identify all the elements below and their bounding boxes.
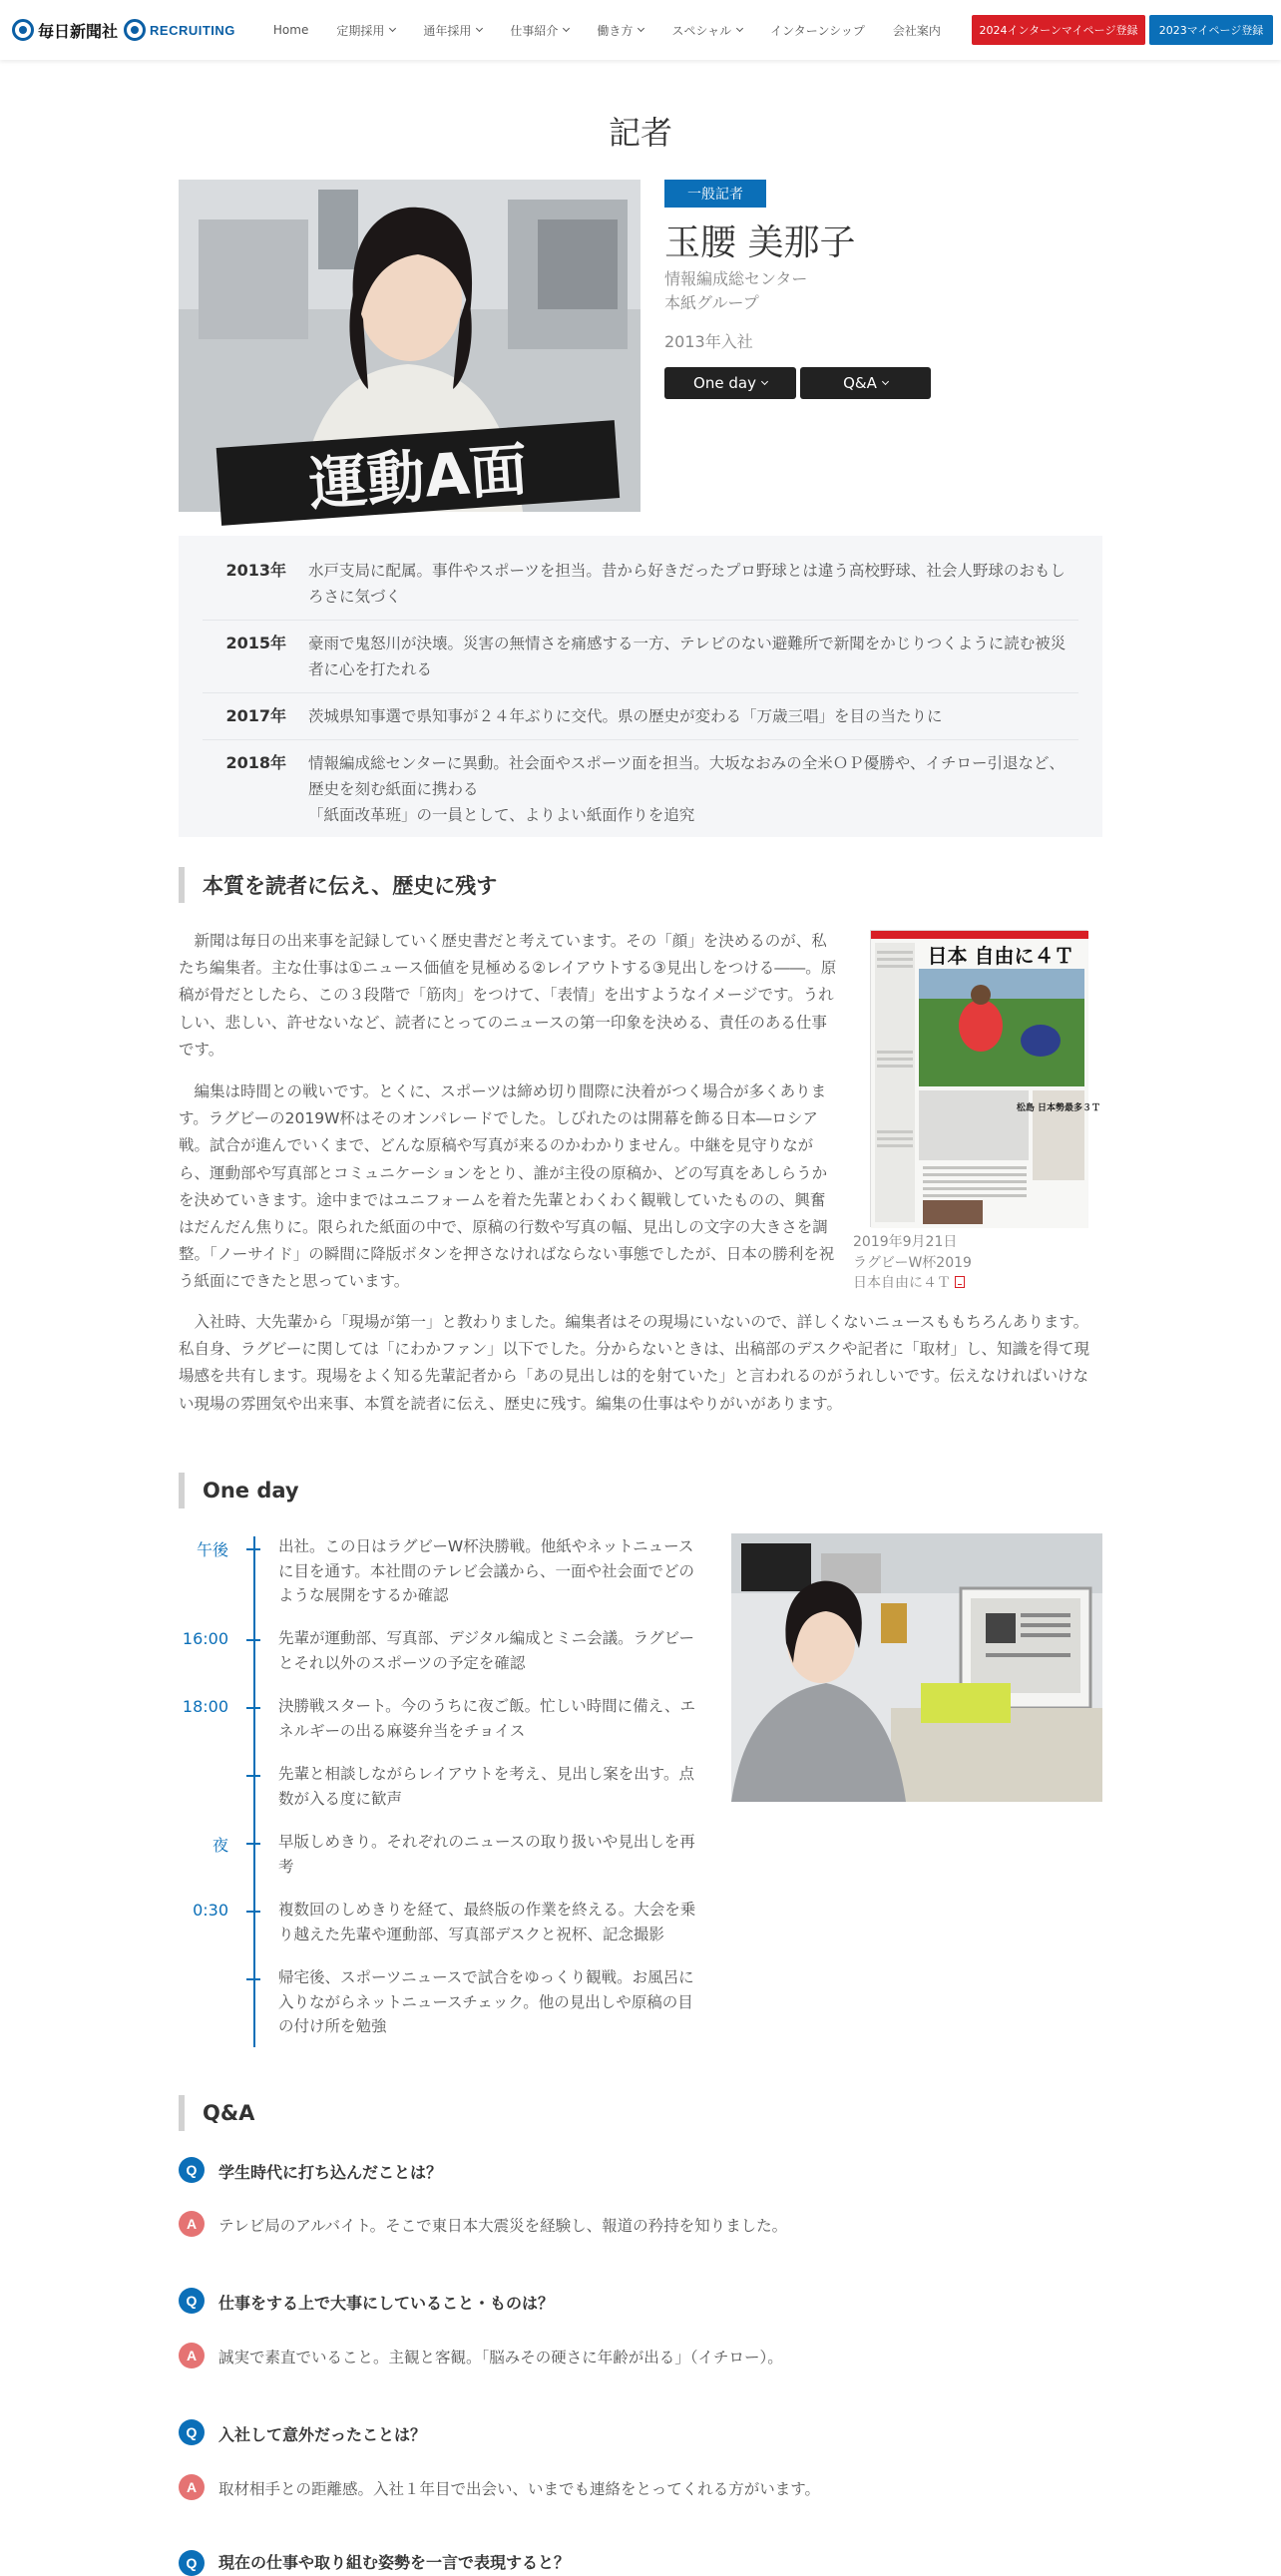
timeline-time: 午後 <box>196 1540 228 1559</box>
qa-answer: テレビ局のアルバイト。そこで東日本大震災を経験し、報道の矜持を知りました。 <box>218 2217 788 2235</box>
timeline-time: 16:00 <box>182 1629 228 1648</box>
employee-name: 玉腰 美那子 <box>664 222 856 263</box>
nav-work-style[interactable] <box>583 22 657 39</box>
logo-recruiting: RECRUITING <box>150 22 235 38</box>
answer-mark-icon: A <box>179 2211 205 2237</box>
profile-photo <box>179 180 640 519</box>
site-header <box>0 0 1281 60</box>
nav-special[interactable] <box>657 22 756 39</box>
career-text-line-2: 「紙面改革班」の一員として、よりよい紙面作りを追究 <box>308 806 695 824</box>
caption-link-text: 日本自由に４Ｔ <box>853 1275 951 1291</box>
question-mark-icon: Q <box>179 2157 205 2183</box>
nav-work-style-label: 働き方 <box>597 23 634 38</box>
oneday-button-label: One day <box>693 374 756 392</box>
mypage-register-button[interactable]: 2023マイページ登録 <box>1149 15 1273 45</box>
chevron-down-icon <box>882 378 889 385</box>
chevron-down-icon <box>476 25 483 32</box>
department <box>664 267 807 315</box>
qa-question: 入社して意外だったことは？ <box>218 2425 427 2444</box>
timeline-text: 複数回のしめきりを経て、最終版の作業を終える。大会を乗り越えた先輩や運動部、写真部デスクと祝杯、記念撮影 <box>278 1901 696 1943</box>
article-paragraph-3: 入社時、大先輩から「現場が第一」と教わりました。編集者はその現場にいないので、詳しくないニュースももちろんあります。私自身、ラグビーに関しては「にわかファン」以下でした。分からないときは、出稿部のデスクや記者に「取材」し、知識を得て現場感を共有します。現場をよく知る先輩記者から「あの見出しは的を射ていた」と言われるのがうれしいです。伝えなければいけない現場の雰囲気や出来事、本質を読者に伝え、歴史に残す。編集の仕事はやりがいがあります。 <box>179 1313 1089 1413</box>
timeline-text: 先輩と相談しながらレイアウトを考え、見出し案を出す。点数が入る度に歓声 <box>278 1765 694 1808</box>
qa-question: 現在の仕事や取り組む姿勢を一言で表現すると？ <box>218 2553 571 2572</box>
timeline-time: 18:00 <box>182 1697 228 1716</box>
nav-year-round-hiring[interactable] <box>409 22 496 39</box>
qa-anchor-button[interactable] <box>800 367 931 399</box>
desk-work-photo <box>731 1533 1102 1802</box>
career-text: 茨城県知事選で県知事が２４年ぶりに交代。県の歴史が変わる「万歳三唱」を目の当たりに <box>308 707 943 725</box>
newspaper-subheadline: 松島 日本勢最多３Ｔ <box>1016 1103 1101 1113</box>
timeline-text: 出社。この日はラグビーW杯決勝戦。他紙やネットニュースに目を通す。本社間のテレビ会議から、一面や社会面でどのような展開をするか確認 <box>278 1537 694 1604</box>
department-line-2: 本紙グループ <box>664 293 759 312</box>
section-heading-qa: Q&A <box>179 2095 254 2131</box>
nav-jobs-label: 仕事紹介 <box>510 23 559 38</box>
answer-mark-icon: A <box>179 2343 205 2368</box>
timeline-tick <box>246 1639 260 1641</box>
section-heading-essence: 本質を読者に伝え、歴史に残す <box>179 867 497 903</box>
desk-sign-text: 運動A面 <box>306 435 530 519</box>
career-text-line: 情報編成総センターに異動。社会面やスポーツ面を担当。大坂なおみの全米ＯＰ優勝や、イチロー引退など、歴史を刻む紙面に携わる <box>308 754 1065 798</box>
timeline-tick <box>246 1978 260 1980</box>
question-mark-icon: Q <box>179 2288 205 2314</box>
chevron-down-icon <box>563 25 570 32</box>
career-year: 2018年 <box>225 753 286 772</box>
nav-home[interactable] <box>259 23 322 37</box>
nav-internship[interactable] <box>756 22 879 39</box>
role-badge: 一般記者 <box>664 180 766 208</box>
nav-year-round-label: 通年採用 <box>423 23 472 38</box>
nav-regular-hiring-label: 定期採用 <box>336 23 385 38</box>
section-heading-oneday: One day <box>179 1473 299 1508</box>
career-year: 2013年 <box>225 561 286 580</box>
qa-answer: 誠実で素直でいること。主観と客観。「脳みその硬さに年齢が出る」（イチロー）。 <box>218 2349 783 2366</box>
nav-special-label: スペシャル <box>671 23 732 38</box>
nav-internship-label: インターンシップ <box>770 23 865 38</box>
timeline-tick <box>246 1843 260 1845</box>
chevron-down-icon <box>638 25 644 32</box>
chevron-down-icon <box>389 25 396 32</box>
mainichi-eye-icon-2 <box>124 19 146 41</box>
mainichi-eye-icon <box>12 19 34 41</box>
caption-title: ラグビーW杯2019 <box>853 1254 972 1271</box>
timeline-text: 先輩が運動部、写真部、デジタル編成とミニ会議。ラグビーとそれ以外のスポーツの予定を確認 <box>278 1629 694 1672</box>
timeline-text: 決勝戦スタート。今のうちに夜ご飯。忙しい時間に備え、エネルギーの出る麻婆弁当をチョイス <box>278 1697 696 1740</box>
site-logo[interactable] <box>12 19 235 42</box>
department-line-1: 情報編成総センター <box>664 269 808 288</box>
pdf-icon <box>955 1276 965 1288</box>
career-year: 2015年 <box>225 634 286 652</box>
question-mark-icon: Q <box>179 2419 205 2445</box>
photo-caption <box>853 1232 972 1294</box>
article-paragraph-2: 編集は時間との戦いです。とくに、スポーツは締め切り間際に決着がつく場合が多くあります。ラグビーの2019W杯はそのオンパレードでした。しびれたのは開幕を飾る日本―ロシア戦。試合が進んでいくまで、どんな原稿や写真が来るのかわかりません。中継を見守りながら、運動部や写真部とコミュニケーションをとり、誰が主役の原稿か、どの写真をあしらうかを決めていきます。途中まではユニフォームを着た先輩とわくわく観戦していたものの、興奮はだんだん焦りに。限られた紙面の中で、原稿の行数や写真の幅、見出しの文字の大きさを調整。「ノーサイド」の瞬間に降版ボタンを押さなければならない事態でしたが、日本の勝利を祝う紙面にできたと思っています。 <box>179 1082 835 1291</box>
caption-date: 2019年9月21日 <box>853 1234 958 1250</box>
career-text: 豪雨で鬼怒川が決壊。災害の無情さを痛感する一方、テレビのない避難所で新聞をかじりつくように読む被災者に心を打たれる <box>308 635 1067 678</box>
answer-mark-icon: A <box>179 2474 205 2500</box>
qa-question: 仕事をする上で大事にしていること・ものは？ <box>218 2294 555 2313</box>
join-year: 2013年入社 <box>664 332 753 351</box>
career-row <box>203 621 1078 693</box>
timeline-tick <box>246 1548 260 1550</box>
timeline-line <box>253 1536 255 2047</box>
qa-button-label: Q&A <box>843 374 877 392</box>
career-row <box>203 693 1078 740</box>
chevron-down-icon <box>761 378 768 385</box>
nav-regular-hiring[interactable] <box>322 22 409 39</box>
career-text <box>308 750 1078 828</box>
nav-jobs[interactable] <box>496 22 583 39</box>
career-row <box>203 740 1078 838</box>
career-row <box>203 548 1078 621</box>
newspaper-headline: 日本 自由に４Ｔ <box>927 944 1074 968</box>
nav-company[interactable] <box>879 22 955 39</box>
qa-answer: 取材相手との距離感。入社１年目で出会い、いまでも連絡をとってくれる方がいます。 <box>218 2480 820 2498</box>
nav-company-label: 会社案内 <box>892 23 941 38</box>
caption-pdf-link[interactable] <box>853 1273 972 1294</box>
timeline-tick <box>246 1707 260 1709</box>
timeline-text: 帰宅後、スポーツニュースで試合をゆっくり観戦。お風呂に入りながらネットニュースチェック。他の見出しや原稿の目の付け所を勉強 <box>278 1968 694 2035</box>
main-nav <box>259 22 955 39</box>
career-year: 2017年 <box>225 706 286 725</box>
oneday-anchor-button[interactable] <box>664 367 796 399</box>
qa-question: 学生時代に打ち込んだことは？ <box>218 2163 443 2182</box>
career-text: 水戸支局に配属。事件やスポーツを担当。昔から好きだったプロ野球とは違う高校野球、社会人野球のおもしろさに気づく <box>308 562 1066 606</box>
timeline-tick <box>246 1775 260 1777</box>
page-title: 記者 <box>608 114 672 152</box>
intern-mypage-button[interactable]: 2024インターンマイページ登録 <box>972 15 1145 45</box>
timeline-tick <box>246 1911 260 1913</box>
question-mark-icon: Q <box>179 2550 205 2576</box>
timeline-text: 早版しめきり。それぞれのニュースの取り扱いや見出しを再考 <box>278 1833 695 1876</box>
career-history <box>179 536 1102 837</box>
timeline-time: 0:30 <box>193 1901 228 1920</box>
timeline-time: 夜 <box>212 1836 228 1855</box>
chevron-down-icon <box>736 25 743 32</box>
nav-home-label: Home <box>272 23 309 37</box>
article-paragraph-1: 新聞は毎日の出来事を記録していく歴史書だと考えています。その「顔」を決めるのが、私たち編集者。主な仕事は①ニュース価値を見極める②レイアウトする③見出しをつける――。原稿が骨だとしたら、この３段階で「筋肉」をつけて、「表情」を出すようなイメージです。うれしい、悲しい、許せないなど、読者にとってのニュースの第一印象を決める、責任のある仕事です。 <box>179 932 837 1059</box>
newspaper-front-page-image[interactable] <box>870 930 1101 1227</box>
logo-text: 毎日新聞社 <box>38 21 119 41</box>
